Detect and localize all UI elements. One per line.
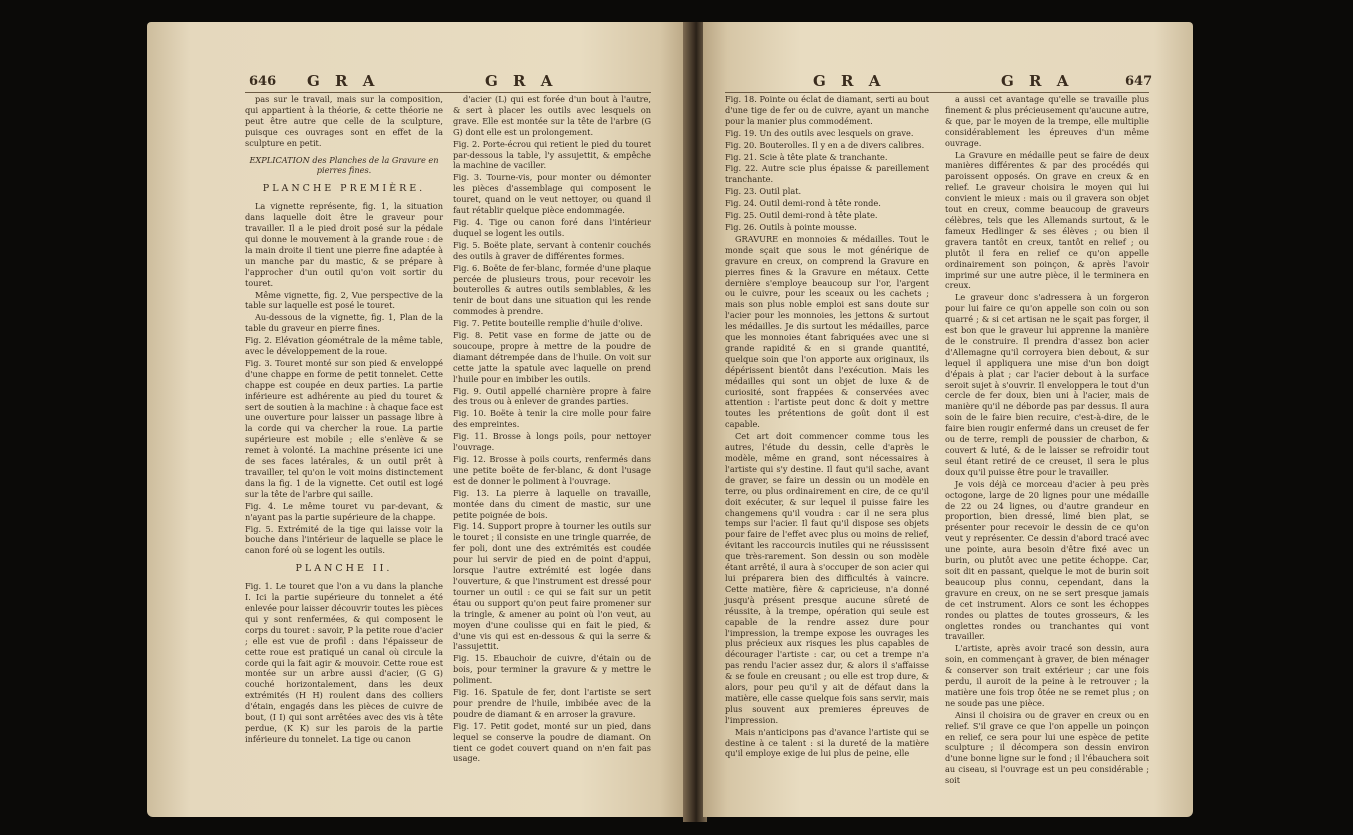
figure-caption: Fig. 20. Bouterolles. Il y en a de divers calibres. <box>725 139 925 150</box>
figure-caption: Fig. 16. Spatule de fer, dont l'artiste se sert pour prendre de l'huile, imbibée avec de la poudre de diamant & en arroser la gravure. <box>453 687 651 719</box>
figure-caption: Fig. 4. Tige ou canon foré dans l'intérieur duquel se logent les outils. <box>453 216 651 238</box>
figure-caption: Fig. 2. Elévation géométrale de la même table, avec le développement de la roue. <box>245 335 443 357</box>
figure-caption: Fig. 19. Un des outils avec lesquels on grave. <box>725 127 914 138</box>
figure-caption: Fig. 22. Autre scie plus épaisse & pareillement tranchante. <box>725 163 929 185</box>
plate-heading: PLANCHE II. <box>295 563 393 575</box>
paragraph: Je vois déjà ce morceau d'acier à peu près octogone, large de 20 lignes pour une médaille de 22 ou 24 lignes, ou d'autre grandeur en proportion, bien dressé, limé bien plat, se présenter pour recevoir le dessin de ce qu'on veut y représenter. Ce dessin d'abord tracé avec une pointe, aura besoin d'être fixé avec un burin, ou plutôt avec une petite échoppe. Car, soit dit en passant, quelque le mot de burin soit beaucoup plus connu, cependant, dans la gravure en creux, on ne se sert presque jamais de cet instrument. Alors ce sont les échoppes rondes ou plattes de toutes grosseurs, & les onglettes rondes ou tranchantes qui vont travailler. <box>945 478 1149 642</box>
paragraph: a aussi cet avantage qu'elle se travaille plus finement & plus précieusement qu'aucune autre, & que, par le moyen de la trempe, elle multiplie considérablement les épreuves d'un même ouvrage. <box>945 94 1149 148</box>
figure-caption: Fig. 26. Outils à pointe mousse. <box>725 221 857 232</box>
paragraph: Le graveur donc s'adressera à un forgeron pour lui faire ce qu'on appelle son coin ou son quarré ; & si cet artisan ne le sçait pas forger, il est bon que le graveur lui apprenne la manière de le construire. Il prendra d'assez bon acier d'Allemagne qu'il corroyera bien debout, & sur lequel il appliquera une mise d'un bon doigt d'épais à plat ; car l'acier debout à la surface seroit sujet à s'ouvrir. Il enveloppera le tout d'un cercle de fer doux, bien uni à l'acier, mais de manière qu'il ne déborde pas par dessus. Il aura soin de le faire bien recuire, c'est-à-dire, de le faire bien rougir enfermé dans un creuset de fer ou de terre, rempli de poussier de charbon, & couvert & luté, & de le laisser se refroidir tout seul étant retiré de ce creuset, il sera le plus doux qu'il puisse être pour le travailler. <box>945 292 1149 477</box>
figure-caption: Fig. 23. Outil plat. <box>725 186 802 197</box>
figure-caption: Fig. 6. Boëte de fer-blanc, formée d'une plaque percée de plusieurs trous, pour recevoir les bouterolles & autres outils semblables, & les tenir de bout dans une situation qui les rende commodes à prendre. <box>453 262 651 317</box>
paragraph: pas sur le travail, mais sur la composition, qui appartient à la théorie, & cette théorie ne peut être autre que celle de la sculpture, puisque ces ouvrages sont en effet de la sculpture en petit. <box>245 94 443 148</box>
figure-caption: Fig. 1. Le touret que l'on a vu dans la planche I. Ici la partie supérieure du tonnelet a été enlevée pour laisser découvrir toutes les pièces qui y sont renfermées, & qui composent le corps du touret : savoir, P la petite roue d'acier ; elle est vue de profil : dans l'épaisseur de cette roue est pratiqué un canal où circule la corde qui la fait agir & mouvoir. Cette roue est montée sur un arbre aussi d'acier, (G G) couché horizontalement, dans les deux extrémités (H H) roulent dans des colliers d'étain, engagés dans les pièces de cuivre de bout, (I I) qui sont arrêtées avec des vis à tête perdue, (K K) sur les parois de la partie inférieure du tonnelet. La tige ou canon <box>245 581 443 744</box>
figure-caption: Fig. 18. Pointe ou éclat de diamant, serti au bout d'une tige de fer ou de cuivre, ayant un manche pour la manier plus commodément. <box>725 94 929 126</box>
paragraph: Même vignette, fig. 2, Vue perspective de la table sur laquelle est posé le touret. <box>245 289 443 311</box>
left-page-column-1 <box>245 94 443 746</box>
paragraph: Ainsi il choisira ou de graver en creux ou en relief. S'il grave ce que l'on appelle un poinçon en relief, ce sera pour lui une espèce de petite sculpture ; il décompera son dessin environ d'une bonne ligne sur le fond ; il l'ébauchera soit au ciseau, si l'ouvrage est un peu considérable ; soit <box>945 709 1149 786</box>
figure-caption: Fig. 5. Boëte plate, servant à contenir couchés des outils à graver de différentes formes. <box>453 239 651 261</box>
header-rule-right <box>725 92 1149 93</box>
figure-caption: Fig. 21. Scie à tête plate & tranchante. <box>725 151 888 162</box>
paragraph: L'artiste, après avoir tracé son dessin, aura soin, en commençant à graver, de bien ménager & conserver son trait extérieur ; car une fois perdu, il auroit de la peine à le retrouver ; la matière une fois trop ôtée ne se remet plus ; on ne soude pas une pièce. <box>945 643 1149 708</box>
paragraph: Cet art doit commencer comme tous les autres, l'étude du dessin, celle d'après le modèle, même en grand, sont nécessaires à l'artiste qui s'y destine. Il faut qu'il sache, avant de graver, se faire un dessin ou un modèle en terre, ou plus ordinairement en cire, de ce qu'il doit exécuter, & sur lequel il puisse faire les changemens qu'il voudra : car il ne sera plus temps sur l'acier. Il faut qu'il dispose ses objets pour faire de l'effet avec plus ou moins de relief, évitant les raccourcis inutiles qui ne réussissent que très-rarement. Son dessin ou son modèle étant arrêté, il aura à s'occuper de son acier qui lui préparera bien des difficultés à vaincre. Cette matière, fière & capricieuse, n'a donné jusqu'à présent presque aucune sûreté de réussite, à la trempe, opération qui seule est capable de la rendre assez dure pour l'impression, la trempe expose les ouvrages les plus précieux aux risques les plus capables de décourager l'artiste : car, ou cet a trempe n'a pas rendu l'acier assez dur, & alors il s'affaisse & se foule en creusant ; ou elle est trop dure, & alors, pour peu qu'il y ait de défaut dans la matière, elle casse quelque fois sans servir, mais plus souvent aux premieres épreuves de l'impression. <box>725 431 929 725</box>
right-page <box>703 22 1193 817</box>
right-page-column-2 <box>945 94 1149 787</box>
plate-heading: PLANCHE PREMIÈRE. <box>262 183 426 195</box>
paragraph: Mais n'anticipons pas d'avance l'artiste qui se destine à ce talent : si la dureté de la matière qu'il employe exige de lui plus de peine, elle <box>725 726 929 759</box>
figure-caption: Fig. 13. La pierre à laquelle on travaille, montée dans du ciment de mastic, sur une petite poignée de bois. <box>453 487 651 520</box>
header-rule-left <box>245 92 651 93</box>
figure-caption: Fig. 7. Petite bouteille remplie d'huile d'olive. <box>453 318 643 329</box>
figure-caption: Fig. 5. Extrémité de la tige qui laisse voir la bouche dans l'intérieur de laquelle se place le canon foré où se logent les outils. <box>245 523 443 556</box>
right-page-column-1 <box>725 94 929 760</box>
figure-caption: Fig. 10. Boëte à tenir la cire molle pour faire des empreintes. <box>453 408 651 430</box>
page-number-left: 646 <box>249 74 277 89</box>
figure-caption: Fig. 3. Tourne-vis, pour monter ou démonter les pièces d'assemblage qui composent le touret, quand on le veut nettoyer, ou quand il faut rétablir quelque pièce endommagée. <box>453 172 651 216</box>
figure-caption: Fig. 2. Porte-écrou qui retient le pied du touret par-dessous la table, l'y assujettit, & empêche la machine de vaciller. <box>453 138 651 171</box>
paragraph: d'acier (L) qui est forée d'un bout à l'autre, & sert à placer les outils avec lesquels on grave. Elle est montée sur la tête de l'arbre (G G) dont elle est un prolongement. <box>453 94 651 137</box>
figure-caption: Fig. 9. Outil appellé charnière propre à faire des trous ou à enlever de grandes parties. <box>453 385 651 407</box>
figure-caption: Fig. 3. Touret monté sur son pied & enveloppé d'une chappe en forme de petit tonnelet. Cette chappe est coupée en deux parties. La partie inférieure est adhérente au pied du touret & sert de soutien à la machine : à chaque face est une ouverture pour laisser un passage libre à la corde qui va chercher la roue. La partie supérieure est mobile ; elle s'enlève & se remet à volonté. La machine présente ici une de ses faces latérales, & un outil prêt à travailler, tel qu'on le voit moins distinctement dans la fig. 1 de la vignette. Cet outil est logé sur la tête de l'arbre qui saille. <box>245 357 443 499</box>
paragraph: Au-dessous de la vignette, fig. 1, Plan de la table du graveur en pierre fines. <box>245 312 443 334</box>
running-head-right-a: G R A <box>813 72 886 90</box>
figure-caption: Fig. 12. Brosse à poils courts, renfermés dans une petite boëte de fer-blanc, & dont l'usage est de donner le poliment à l'ouvrage. <box>453 454 651 486</box>
paragraph: GRAVURE en monnoies & médailles. Tout le monde sçait que sous le mot générique de gravure en creux, on comprend la Gravure en pierres fines & la Gravure en métaux. Cette dernière s'employe beaucoup sur l'or, l'argent ou le cuivre, pour les sceaux ou les cachets ; mais son plus noble emploi est sans doute sur l'acier pour les monnoies, les jettons & surtout les médailles. Je dis surtout les médailles, parce que les monnoies étant fabriquées avec une si grande rapidité & en si grande quantité, quelque soin que l'on apporte aux originaux, ils dépérissent bientôt dans l'exécution. Mais les médailles qui sont un objet de luxe & de curiosité, sont frappées & conservées avec attention : l'artiste peut donc & doit y mettre toutes les prétentions de goût dont il est capable. <box>725 233 929 430</box>
left-page-column-2 <box>453 94 651 765</box>
running-head-left-b: G R A <box>485 72 558 90</box>
figure-caption: Fig. 17. Petit godet, monté sur un pied, dans lequel se conserve la poudre de diamant. On tient ce godet couvert quand on n'en fait pas usage. <box>453 720 651 764</box>
page-number-right: 647 <box>1125 74 1153 89</box>
figure-caption: Fig. 14. Support propre à tourner les outils sur le touret ; il consiste en une tringle quarrée, de fer poli, dont une des extrémités est coudée pour lui servir de pied en de point d'appui, lorsque l'autre extrémité est logée dans l'ouverture, & que l'instrument est dressé pour tourner un outil : ce qui se fait sur un petit étau ou support qu'on peut faire promener sur la tringle, & amener au point où l'on veut, au moyen d'une coulisse qui en fait le pied, & d'une vis qui est en-dessous & qui la serre & l'assujettit. <box>453 521 651 652</box>
running-head-left-a: G R A <box>307 72 380 90</box>
section-heading: EXPLICATION des Planches de la Gravure en pierres fines. <box>249 154 439 176</box>
paragraph: La Gravure en médaille peut se faire de deux manières différentes & par des procédés qui paroissent opposés. On grave en creux & en relief. Le graveur choisira le moyen qui lui convient le mieux : mais ou il gravera son objet tout en creux, comme beaucoup de graveurs célèbres, tels que les Allemands surtout, & le fameux Hedlinger & ses élèves ; ou bien il gravera tantôt en creux, tantôt en relief ; ou plutôt il fera en relief ce qu'on appelle ordinairement son poinçon, & après l'avoir imprimé sur une autre pièce, il le terminera en creux. <box>945 149 1149 291</box>
figure-caption: Fig. 4. Le même touret vu par-devant, & n'ayant pas la partie supérieure de la chappe. <box>245 500 443 522</box>
paragraph: La vignette représente, fig. 1, la situation dans laquelle doit être le graveur pour travailler. Il a le pied droit posé sur la pédale qui donne le mouvement à la grande roue : de la main droite il tient une pierre fine adaptée à un manche par du mastic, & se prépare à l'approcher d'un outil qu'on voit sortir du touret. <box>245 201 443 288</box>
open-book <box>147 22 1195 827</box>
figure-caption: Fig. 8. Petit vase en forme de jatte ou de soucoupe, propre à mettre de la poudre de diamant détrempée dans de l'huile. On voit sur cette jatte la spatule avec laquelle on prend l'huile pour en imbiber les outils. <box>453 330 651 384</box>
figure-caption: Fig. 24. Outil demi-rond à tête ronde. <box>725 198 881 209</box>
figure-caption: Fig. 25. Outil demi-rond à tête plate. <box>725 210 878 221</box>
figure-caption: Fig. 15. Ebauchoir de cuivre, d'étain ou de bois, pour terminer la gravure & y mettre le poliment. <box>453 653 651 686</box>
running-head-right-b: G R A <box>1001 72 1074 90</box>
left-page <box>147 22 687 817</box>
figure-caption: Fig. 11. Brosse à longs poils, pour nettoyer l'ouvrage. <box>453 431 651 453</box>
